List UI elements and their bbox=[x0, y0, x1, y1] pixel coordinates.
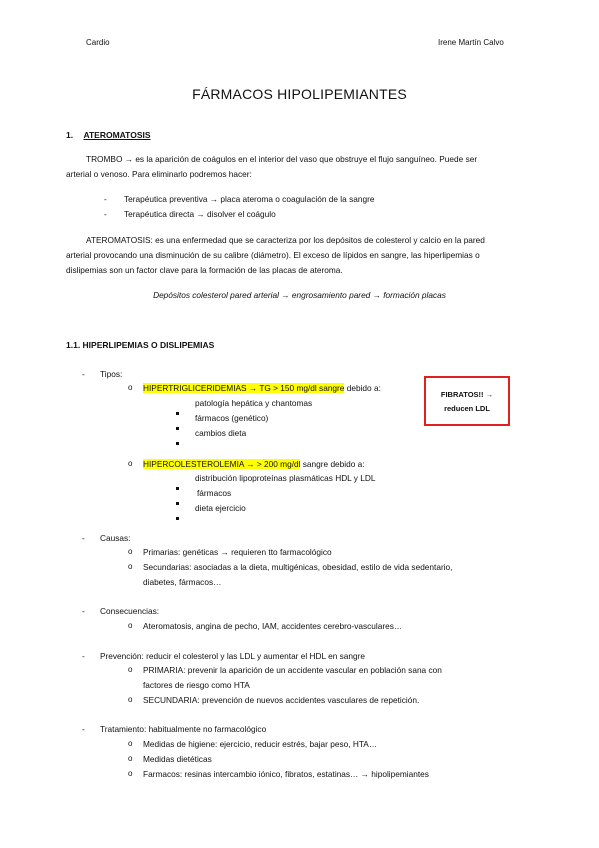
dash-bullet: - bbox=[82, 606, 85, 616]
prevencion-continuation: factores de riesgo como HTA bbox=[143, 680, 250, 690]
dash-bullet: - bbox=[104, 194, 107, 204]
section-1-heading bbox=[66, 130, 151, 140]
para1-line1: TROMBO → es la aparición de coágulos en el interior del vaso que obstruye el flujo sanguíneo. Puede ser bbox=[86, 154, 478, 164]
circle-bullet: o bbox=[128, 562, 133, 571]
dash-bullet: - bbox=[82, 533, 85, 543]
circle-bullet: o bbox=[128, 665, 133, 674]
tipo1-item: patología hepática y chantomas bbox=[195, 398, 313, 408]
dash-bullet: - bbox=[82, 369, 85, 379]
bullet-directa: Terapéutica directa → disolver el coágulo bbox=[124, 209, 276, 219]
prevencion-item: SECUNDARIA: prevención de nuevos accidentes vasculares de repetición. bbox=[143, 695, 420, 705]
para1-line2: arterial o venoso. Para eliminarlo podremos hacer: bbox=[66, 169, 252, 179]
consecuencias-label: Consecuencias: bbox=[100, 606, 160, 616]
para2-line1: ATEROMATOSIS: es una enfermedad que se caracteriza por los depósitos de colesterol y calcio en la pared bbox=[86, 235, 485, 245]
page-title: FÁRMACOS HIPOLIPEMIANTES bbox=[192, 86, 407, 102]
tratamiento-label: Tratamiento: habitualmente no farmacológico bbox=[100, 724, 267, 734]
section-number: 1. bbox=[66, 130, 74, 140]
circle-bullet: o bbox=[128, 459, 133, 468]
header-right: Irene Martín Calvo bbox=[438, 38, 504, 47]
causas-continuation: diabetes, fármacos… bbox=[143, 577, 222, 587]
callout-line2: reducen LDL bbox=[444, 404, 490, 413]
bullet-preventiva: Terapéutica preventiva → placa ateroma o coagulación de la sangre bbox=[124, 194, 375, 204]
circle-bullet: o bbox=[128, 695, 133, 704]
dash-bullet: - bbox=[82, 651, 85, 661]
tipo2-item: fármacos bbox=[197, 488, 232, 498]
header-left: Cardio bbox=[86, 38, 110, 47]
tipo2-highlight: HIPERCOLESTEROLEMIA → > 200 mg/dl bbox=[143, 459, 301, 469]
square-bullet bbox=[176, 432, 179, 450]
tipo2-line bbox=[143, 459, 365, 469]
section-title: ATEROMATOSIS bbox=[83, 130, 151, 140]
causas-label: Causas: bbox=[100, 533, 131, 543]
tipo1-item: cambios dieta bbox=[195, 428, 247, 438]
tipo1-line bbox=[143, 383, 381, 393]
tipo1-highlight: HIPERTRIGLICERIDEMIAS → TG > 150 mg/dl sangre bbox=[143, 383, 345, 393]
circle-bullet: o bbox=[128, 621, 133, 630]
tipo2-rest: sangre debido a: bbox=[300, 459, 365, 469]
para2-line2: arterial provocando una disminución de su calibre (diámetro). El exceso de lípidos en sangre, las hiperlipemias o bbox=[66, 250, 480, 260]
callout-line1: FIBRATOS!! → bbox=[440, 390, 494, 399]
fibratos-callout-box bbox=[424, 376, 510, 426]
tratamiento-item: Farmacos: resinas intercambio iónico, fibratos, estatinas… → hipolipemiantes bbox=[143, 769, 429, 779]
dash-bullet: - bbox=[104, 209, 107, 219]
tipo2-item: dieta ejercicio bbox=[195, 503, 246, 513]
tratamiento-item: Medidas dietéticas bbox=[143, 754, 212, 764]
square-bullet bbox=[176, 507, 179, 525]
tipo1-rest: debido a: bbox=[344, 383, 381, 393]
italic-summary: Depósitos colesterol pared arterial → engrosamiento pared → formación placas bbox=[153, 290, 446, 300]
circle-bullet: o bbox=[128, 383, 133, 392]
prevencion-label: Prevención: reducir el colesterol y las LDL y aumentar el HDL en sangre bbox=[100, 651, 366, 661]
dash-bullet: - bbox=[82, 724, 85, 734]
prevencion-item: PRIMARIA: prevenir la aparición de un accidente vascular en población sana con bbox=[143, 665, 442, 675]
tipos-label: Tipos: bbox=[100, 369, 123, 379]
circle-bullet: o bbox=[128, 739, 133, 748]
section-1-1-heading: 1.1. HIPERLIPEMIAS O DISLIPEMIAS bbox=[66, 340, 215, 350]
para2-line3: dislipemias son un factor clave para la formación de las placas de ateroma. bbox=[66, 265, 343, 275]
circle-bullet: o bbox=[128, 769, 133, 778]
tipo2-item: distribución lipoproteínas plasmáticas HDL y LDL bbox=[195, 473, 376, 483]
causas-item: Secundarias: asociadas a la dieta, multigénicas, obesidad, estilo de vida sedentario, bbox=[143, 562, 453, 572]
circle-bullet: o bbox=[128, 754, 133, 763]
tipo1-item: fármacos (genético) bbox=[195, 413, 269, 423]
tratamiento-item: Medidas de higiene: ejercicio, reducir estrés, bajar peso, HTA… bbox=[143, 739, 378, 749]
causas-item: Primarias: genéticas → requieren tto farmacológico bbox=[143, 547, 332, 557]
circle-bullet: o bbox=[128, 547, 133, 556]
consecuencias-item: Ateromatosis, angina de pecho, IAM, accidentes cerebro-vasculares… bbox=[143, 621, 403, 631]
